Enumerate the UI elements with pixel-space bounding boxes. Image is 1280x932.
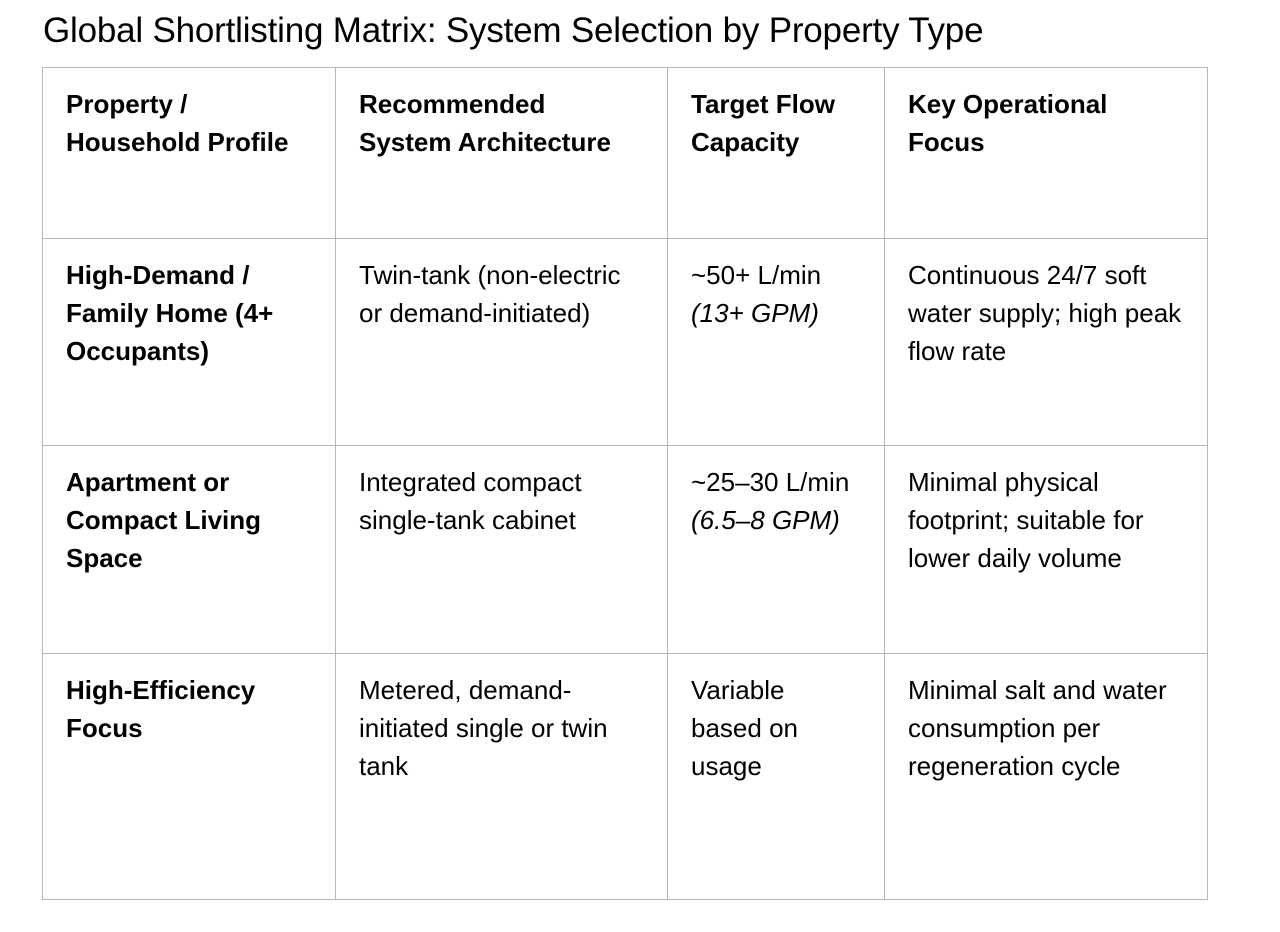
flow-value: ~25–30 L/min [691,467,850,497]
profile-cell: High-Efficiency Focus [43,654,336,900]
profile-cell: High-Demand / Family Home (4+ Occupants) [43,239,336,446]
page-title: Global Shortlisting Matrix: System Selection by Property Type [43,11,984,50]
table-header-row [43,68,1208,239]
header-property-profile: Property / Household Profile [43,68,336,239]
flow-value: Variable based on usage [691,675,798,781]
table-row [43,446,1208,654]
header-flow-capacity: Target Flow Capacity [668,68,885,239]
flow-capacity-cell [668,654,885,900]
flow-gpm-note: (6.5–8 GPM) [691,505,840,535]
focus-cell: Minimal physical footprint; suitable for lower daily volume [885,446,1208,654]
focus-cell: Minimal salt and water consumption per regeneration cycle [885,654,1208,900]
profile-cell: Apartment or Compact Living Space [43,446,336,654]
focus-cell: Continuous 24/7 soft water supply; high peak flow rate [885,239,1208,446]
architecture-cell: Twin-tank (non-electric or demand-initiated) [336,239,668,446]
table-row [43,654,1208,900]
header-system-architecture: Recommended System Architecture [336,68,668,239]
architecture-cell: Metered, demand-initiated single or twin tank [336,654,668,900]
header-operational-focus: Key Operational Focus [885,68,1208,239]
shortlisting-matrix-table [42,67,1208,900]
flow-value: ~50+ L/min [691,260,822,290]
architecture-cell: Integrated compact single-tank cabinet [336,446,668,654]
flow-gpm-note: (13+ GPM) [691,298,819,328]
table-row [43,239,1208,446]
flow-capacity-cell [668,446,885,654]
flow-capacity-cell [668,239,885,446]
